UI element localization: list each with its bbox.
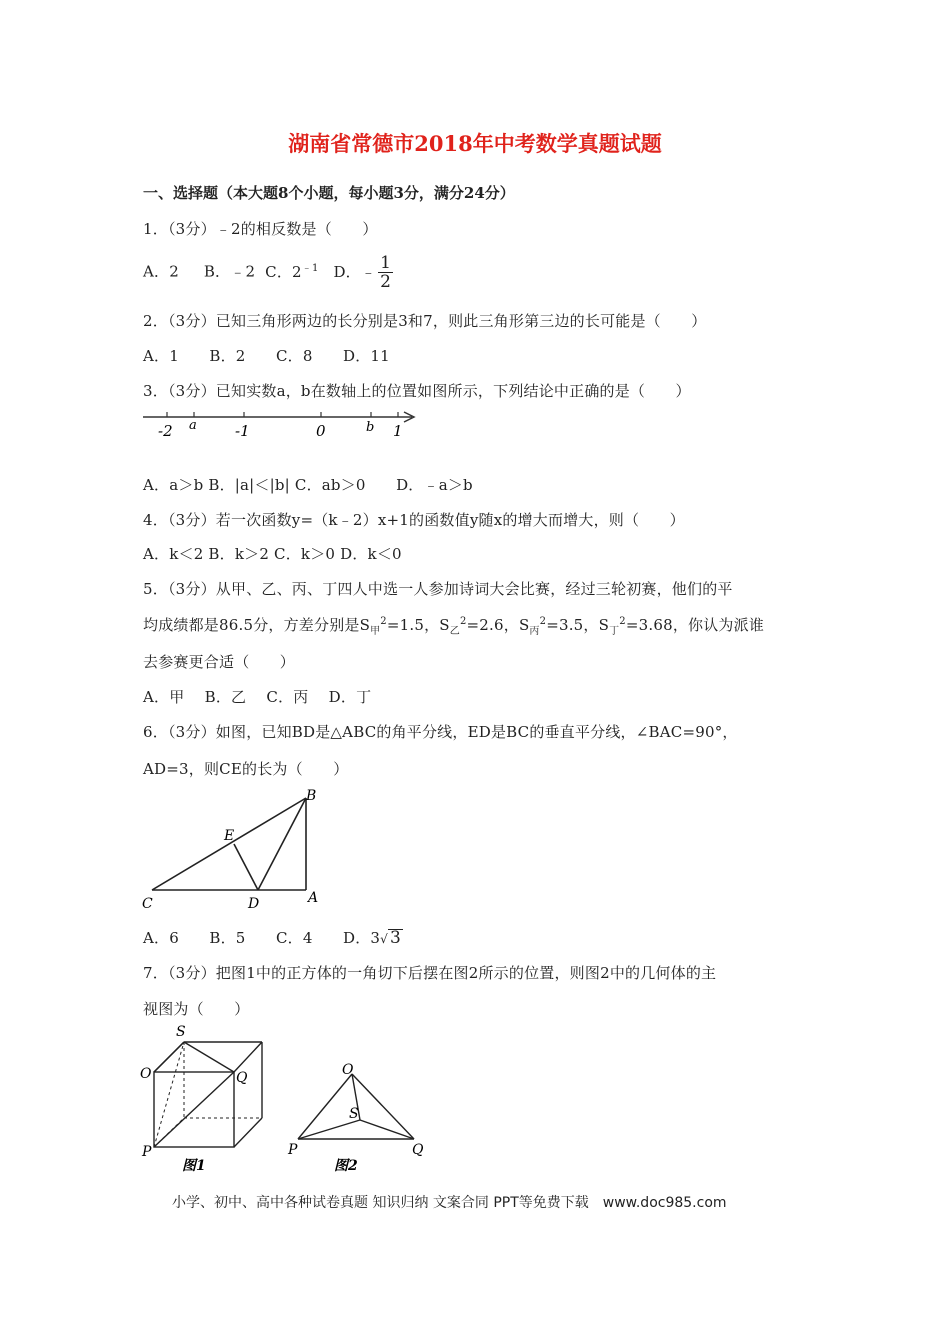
label-e: E <box>224 828 235 844</box>
q7-stem-line2: 视图为（ ） <box>143 1000 250 1018</box>
q1-option-a: A．2 <box>143 262 179 281</box>
q1-stem: 1．（3分）﹣2的相反数是（ ） <box>143 220 378 238</box>
axis-label-b: b <box>366 420 375 435</box>
q2-stem: 2．（3分）已知三角形两边的长分别是3和7，则此三角形第三边的长可能是（ ） <box>143 312 707 330</box>
q1-option-c: C．$2^{﹣1}$ <box>265 262 319 281</box>
cube-figure-1 <box>138 1022 278 1177</box>
q3-stem: 3．（3分）已知实数a，b在数轴上的位置如图所示，下列结论中正确的是（ ） <box>143 382 691 400</box>
q4-stem: 4．（3分）若一次函数y=（k﹣2）x+1的函数值y随x的增大而增大，则（ ） <box>143 511 685 529</box>
fig1-label-q: Q <box>236 1070 248 1086</box>
q3-options: A．a＞b B．|a|＜|b| C．ab＞0 D．﹣a＞b <box>143 476 473 494</box>
q6-options: A．6 B．5 C．4 D．3√ 3 <box>143 928 402 948</box>
q7-stem-line1: 7．（3分）把图1中的正方体的一角切下后摆在图2所示的位置，则图2中的几何体的主 <box>143 964 717 982</box>
fig2-label-p: P <box>288 1142 298 1158</box>
q1-option-b: B．﹣2 <box>203 262 256 281</box>
label-a: A <box>308 890 319 906</box>
axis-label-neg2: -2 <box>158 422 173 440</box>
fig2-label-s: S <box>349 1106 359 1122</box>
q1-option-d: D．﹣ $\frac{1}{2}$ <box>333 253 392 292</box>
page-title: 湖南省常德市2018年中考数学真题试题 <box>288 131 662 156</box>
q6-stem-line1: 6．（3分）如图，已知BD是△ABC的角平分线，ED是BC的垂直平分线，∠BAC=90°， <box>143 723 738 741</box>
axis-label-zero: 0 <box>316 422 326 440</box>
axis-label-one: 1 <box>393 422 403 440</box>
sqrt-three: 3 <box>390 928 402 948</box>
label-d: D <box>248 896 260 910</box>
fig1-label-s: S <box>176 1024 186 1040</box>
q1-options <box>143 254 393 291</box>
number-line-figure <box>140 405 430 445</box>
q5-stem-line2: 均成绩都是86.5分，方差分别是$S_甲^2=1.5$，$S_乙^2=2.6$，$S_丙^2=3.5$，$S_丁^2=3.68$，你认为派谁 <box>143 616 765 637</box>
triangle-figure <box>138 780 328 910</box>
footer-text: 小学、初中、高中各种试卷真题 知识归纳 文案合同 PPT等免费下载 www.doc985.com <box>172 1195 727 1211</box>
q5-stem-line1: 5．（3分）从甲、乙、丙、丁四人中选一人参加诗词大会比赛，经过三轮初赛，他们的平 <box>143 580 733 598</box>
fig1-label-p: P <box>142 1144 152 1160</box>
label-b: B <box>306 788 317 804</box>
q4-options: A．k＜2 B．k＞2 C．k＞0 D．k＜0 <box>143 545 402 563</box>
solid-figure-2 <box>282 1060 432 1177</box>
fig1-caption: 图1 <box>182 1158 206 1174</box>
section-heading: 一、选择题（本大题8个小题，每小题3分，满分24分） <box>143 184 515 202</box>
axis-label-a: a <box>189 418 197 433</box>
fig2-label-q: Q <box>412 1142 424 1158</box>
q2-options: A．1 B．2 C．8 D．11 <box>143 347 390 365</box>
fig1-label-o: O <box>140 1066 152 1082</box>
q6-stem-line2: AD=3，则CE的长为（ ） <box>143 760 349 778</box>
label-c: C <box>142 896 153 910</box>
q5-stem-line3: 去参赛更合适（ ） <box>143 653 296 671</box>
axis-label-neg1: -1 <box>235 422 250 440</box>
fig2-label-o: O <box>342 1062 354 1078</box>
fig2-caption: 图2 <box>334 1158 358 1174</box>
fraction-one-half: $\frac{1}{2}$ <box>380 253 392 292</box>
q5-options: A．甲 B．乙 C．丙 D．丁 <box>143 688 372 706</box>
